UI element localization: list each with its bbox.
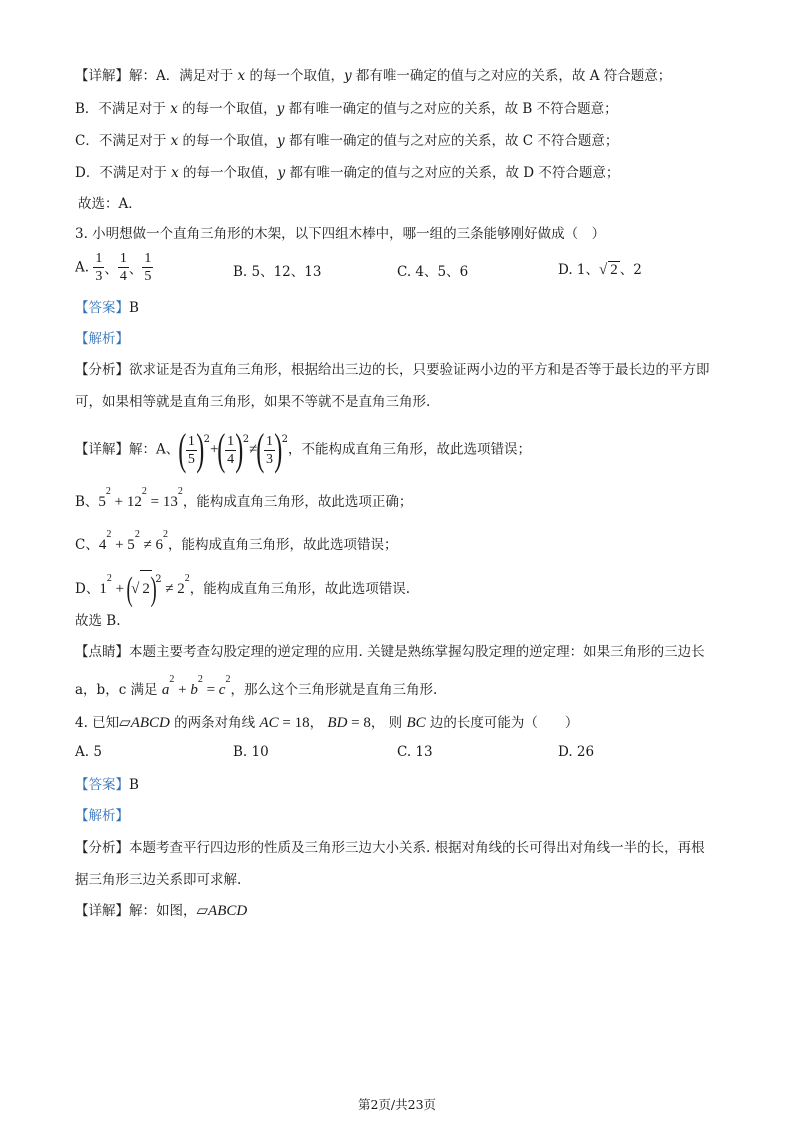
question-3: 3. 小明想做一个直角三角形的木架，以下四组木棒中，哪一组的三条能够刚好做成（ ） bbox=[75, 226, 606, 242]
q3-detail-a: 【详解】解：A、( $\frac{1}{5}$ )$^2$+( $\frac{1}{4}$ )$^2$≠( $\frac{1}{3}$ )$^2$，不能构成直角三角形，故此选项错误； bbox=[75, 425, 532, 474]
q4-answer: 【答案】B bbox=[75, 777, 139, 793]
detail-tag: 【详解】 bbox=[75, 68, 129, 84]
q3-dianjing-1: 【点睛】本题主要考查勾股定理的逆定理的应用. 关键是熟练掌握勾股定理的逆定理：如果三角形的三边长 bbox=[75, 644, 705, 660]
q3-choose: 故选 B. bbox=[75, 613, 121, 629]
q3-detail-b: B、$5^2 + 12^2 = 13^2$，能构成直角三角形，故此选项正确； bbox=[75, 486, 413, 510]
fraction-1-5: $\frac{1}{5}$ bbox=[144, 251, 152, 284]
fraction-1-3: $\frac{1}{3}$ bbox=[95, 251, 103, 284]
detail-line-c: C．不满足对于 x 的每一个取值，y 都有唯一确定的值与之对应的关系，故 C 不符合题意； bbox=[75, 133, 619, 149]
detail-line-b: B．不满足对于 x 的每一个取值，y 都有唯一确定的值与之对应的关系，故 B 不符合题意； bbox=[75, 101, 618, 117]
q4-option-a: A. 5 bbox=[75, 744, 102, 760]
sqrt-2: √ 2 bbox=[599, 262, 618, 278]
q4-option-c: C. 13 bbox=[397, 744, 433, 760]
question-4: 4. 已知▱ABCD 的两条对角线 AC = 18， BD = 8， 则 BC 边的长度可能为（ ） bbox=[75, 715, 579, 731]
q4-detail: 【详解】解：如图，▱ABCD bbox=[75, 903, 248, 919]
q3-detail-c: C、$4^2 + 5^2 \ne 6^2$，能构成直角三角形，故此选项错误； bbox=[75, 529, 398, 553]
choose-a: 故选：A． bbox=[78, 196, 142, 212]
q4-fenxi-2: 据三角形三边关系即可求解. bbox=[75, 872, 242, 888]
q4-fenxi-1: 【分析】本题考查平行四边形的性质及三角形三边大小关系. 根据对角线的长可得出对角线一半的长，再根 bbox=[75, 840, 705, 856]
q4-analysis-tag: 【解析】 bbox=[75, 808, 129, 824]
q3-option-d: D. 1、√ 2 、2 bbox=[558, 262, 642, 278]
q3-option-a: A. $\frac{1}{3}$ 、 $\frac{1}{4}$ 、 $\frac{1}{5}$ bbox=[75, 251, 152, 284]
detail-line-d: D．不满足对于 x 的每一个取值，y 都有唯一确定的值与之对应的关系，故 D 不符合题意； bbox=[75, 165, 620, 181]
detail-line-a: 【详解】解：A．满足对于 x 的每一个取值，y 都有唯一确定的值与之对应的关系，故 A 符合题意； bbox=[75, 68, 672, 84]
q3-option-c: C. 4、5、6 bbox=[397, 264, 469, 280]
page-footer: 第2页/共23页 bbox=[357, 1097, 437, 1112]
q3-detail-d: D、$1^2$ + (√ $2)^2 \ne 2^2$，能构成直角三角形，故此选项错误. bbox=[75, 570, 411, 608]
q3-answer: 【答案】B bbox=[75, 300, 139, 316]
fraction-1-4: $\frac{1}{4}$ bbox=[119, 251, 127, 284]
q3-fenxi-2: 可，如果相等就是直角三角形，如果不等就不是直角三角形. bbox=[75, 394, 431, 410]
q4-option-d: D. 26 bbox=[558, 744, 595, 760]
q4-option-b: B. 10 bbox=[233, 744, 269, 760]
q3-option-b: B. 5、12、13 bbox=[233, 264, 322, 280]
q3-analysis-tag: 【解析】 bbox=[75, 331, 129, 347]
q3-fenxi-1: 【分析】欲求证是否为直角三角形，根据给出三边的长，只要验证两小边的平方和是否等于最长边的平方即 bbox=[75, 362, 710, 378]
q3-dianjing-2: a，b，c 满足 $a^2 + b^2 = c^2$，那么这个三角形就是直角三角形. bbox=[75, 674, 438, 698]
